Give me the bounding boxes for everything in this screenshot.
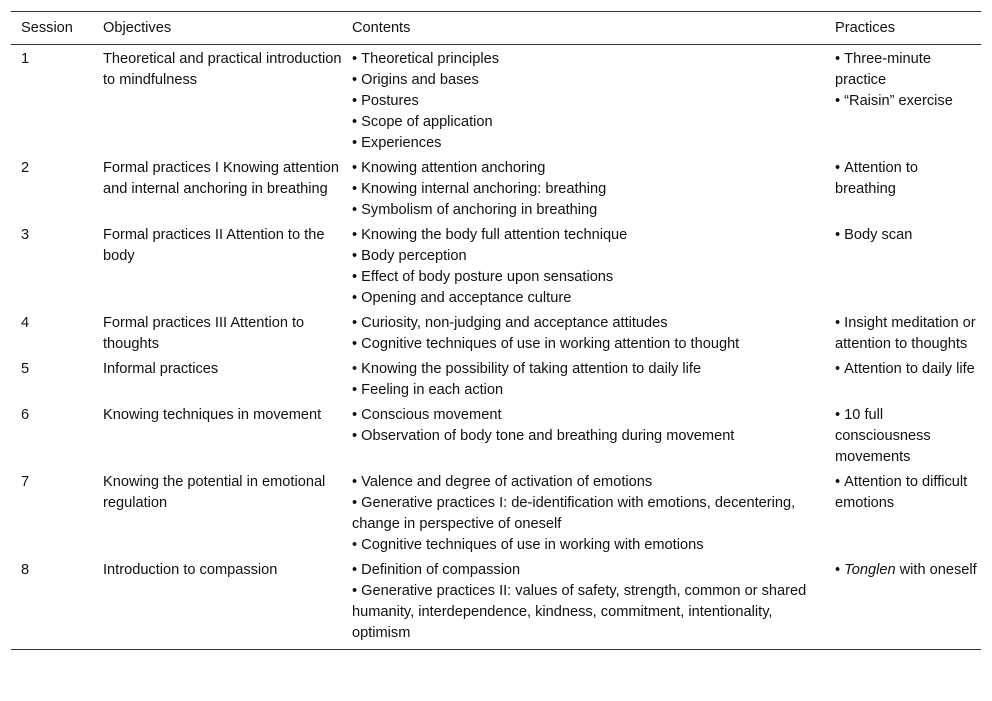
objective-cell: Theoretical and practical introduction to mindfulness [103, 51, 342, 88]
table-row [11, 45, 981, 157]
content-item: • Observation of body tone and breathing during movement [352, 426, 825, 447]
table-row [11, 223, 981, 311]
content-item: • Experiences [352, 133, 825, 154]
practices-cell [825, 357, 981, 403]
practice-item [835, 560, 981, 581]
contents-cell [342, 156, 825, 223]
practice-item [835, 405, 981, 468]
header-practices: Practices [835, 20, 896, 36]
contents-list [352, 313, 825, 355]
content-item: • Knowing attention anchoring [352, 158, 825, 179]
practices-list [835, 158, 981, 200]
practices-list [835, 560, 981, 581]
content-item: • Effect of body posture upon sensations [352, 267, 825, 288]
practice-item [835, 49, 981, 91]
contents-list [352, 49, 825, 154]
contents-list [352, 158, 825, 221]
content-item: • Knowing the body full attention technique [352, 225, 825, 246]
practice-item [835, 158, 981, 200]
objective-cell: Formal practices I Knowing attention and internal anchoring in breathing [103, 160, 340, 197]
practices-cell [825, 403, 981, 470]
content-item: • Postures [352, 91, 825, 112]
content-item: • Opening and acceptance culture [352, 288, 825, 309]
content-item: • Body perception [352, 246, 825, 267]
contents-list [352, 225, 825, 309]
session-cell: 8 [21, 562, 30, 578]
content-item: • Generative practices II: values of safety, strength, common or shared humanity, interdependence, kindness, commitment, intentionality, optimism [352, 581, 825, 644]
objective-cell: Formal practices II Attention to the body [103, 227, 325, 264]
session-cell: 4 [21, 315, 30, 331]
practice-item [835, 91, 981, 112]
practices-cell [825, 558, 981, 650]
practices-cell [825, 223, 981, 311]
practice-item-text: Attention to daily life [844, 361, 975, 377]
contents-list [352, 359, 825, 401]
content-item: • Curiosity, non-judging and acceptance attitudes [352, 313, 825, 334]
objective-cell: Introduction to compassion [103, 562, 278, 578]
content-item: • Knowing the possibility of taking attention to daily life [352, 359, 825, 380]
content-item: • Theoretical principles [352, 49, 825, 70]
practice-item [835, 313, 981, 355]
header-objectives: Objectives [103, 20, 172, 36]
practice-item [835, 225, 981, 246]
content-item: • Cognitive techniques of use in working attention to thought [352, 334, 825, 355]
table-row [11, 470, 981, 558]
practices-list [835, 359, 981, 380]
practice-item-text: Insight meditation or attention to thoughts [835, 315, 976, 352]
practices-list [835, 225, 981, 246]
contents-list [352, 560, 825, 644]
header-contents: Contents [352, 20, 411, 36]
contents-cell [342, 311, 825, 357]
contents-list [352, 472, 825, 556]
practices-cell [825, 45, 981, 157]
content-item: • Definition of compassion [352, 560, 825, 581]
content-item: • Cognitive techniques of use in working with emotions [352, 535, 825, 556]
header-session: Session [21, 20, 73, 36]
practices-cell [825, 470, 981, 558]
content-item: • Generative practices I: de-identification with emotions, decentering, change in perspective of oneself [352, 493, 825, 535]
header-row [11, 12, 981, 45]
practice-item-text: “Raisin” exercise [844, 93, 953, 109]
table-header [11, 12, 981, 45]
objective-cell: Knowing techniques in movement [103, 407, 322, 423]
contents-cell [342, 470, 825, 558]
practice-item-text: with oneself [895, 562, 977, 578]
session-cell: 5 [21, 361, 30, 377]
practice-item [835, 472, 981, 514]
contents-list [352, 405, 825, 447]
content-item: • Knowing internal anchoring: breathing [352, 179, 825, 200]
practice-item-text: 10 full consciousness movements [835, 407, 931, 465]
practice-item-italic: Tonglen [844, 562, 896, 578]
practice-item-text: Attention to breathing [835, 160, 919, 197]
content-item: • Valence and degree of activation of emotions [352, 472, 825, 493]
table-row [11, 357, 981, 403]
table-row [11, 156, 981, 223]
content-item: • Symbolism of anchoring in breathing [352, 200, 825, 221]
practice-item-text: Body scan [844, 227, 913, 243]
contents-cell [342, 558, 825, 650]
practice-item [835, 359, 981, 380]
contents-cell [342, 403, 825, 470]
content-item: • Origins and bases [352, 70, 825, 91]
practices-cell [825, 311, 981, 357]
session-cell: 1 [21, 51, 30, 67]
practice-item-text: Three-minute practice [835, 51, 931, 88]
session-cell: 6 [21, 407, 30, 423]
table-row [11, 558, 981, 650]
practice-item-text: Attention to difficult emotions [835, 474, 968, 511]
session-cell: 7 [21, 474, 30, 490]
practices-list [835, 472, 981, 514]
practices-list [835, 49, 981, 112]
practices-list [835, 313, 981, 355]
content-item: • Feeling in each action [352, 380, 825, 401]
objective-cell: Formal practices III Attention to thoughts [103, 315, 305, 352]
contents-cell [342, 223, 825, 311]
sessions-table [11, 11, 981, 650]
content-item: • Scope of application [352, 112, 825, 133]
content-item: • Conscious movement [352, 405, 825, 426]
table-row [11, 403, 981, 470]
practices-cell [825, 156, 981, 223]
objective-cell: Informal practices [103, 361, 219, 377]
objective-cell: Knowing the potential in emotional regulation [103, 474, 326, 511]
session-cell: 3 [21, 227, 30, 243]
table-body [11, 45, 981, 650]
table-row [11, 311, 981, 357]
contents-cell [342, 357, 825, 403]
practices-list [835, 405, 981, 468]
session-cell: 2 [21, 160, 30, 176]
contents-cell [342, 45, 825, 157]
